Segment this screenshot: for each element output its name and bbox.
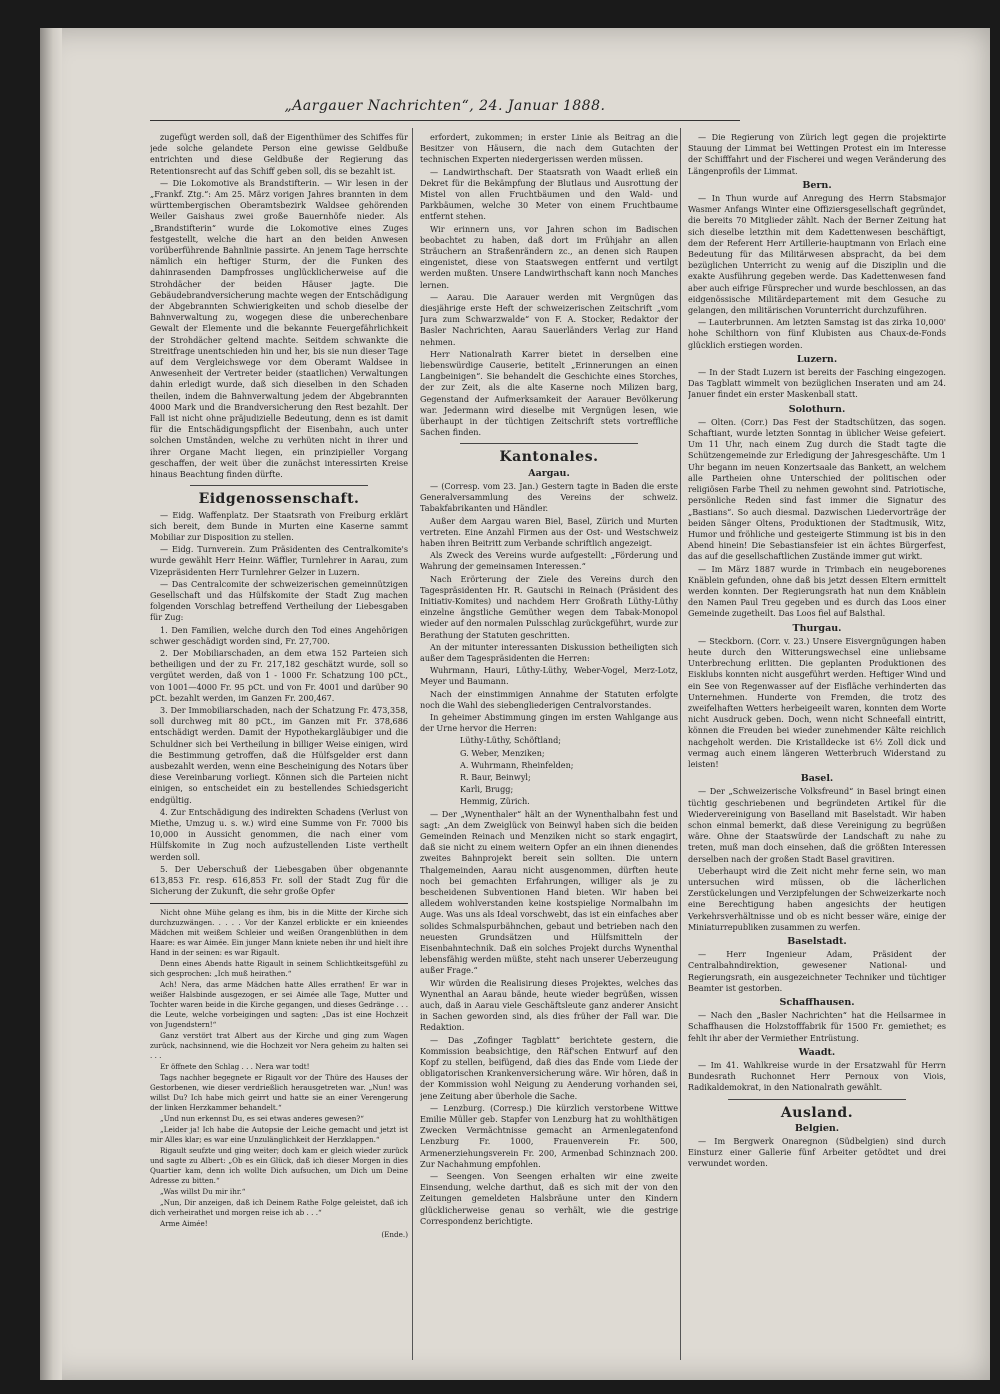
section-divider — [190, 485, 368, 486]
feuilleton-paragraph: Nicht ohne Mühe gelang es ihm, bis in die Mitte der Kirche sich durchzuzwängen. . . . . Vor der Kanzel erblickte er ein knieendes Mädchen mit weißem Schleier und weißen Orangenblüthen in dem Haare: es war Aimée. Ein junger Mann kniete neben ihr und hielt ihre Hand in der seinen: es war Rigault. — [150, 908, 408, 958]
article-paragraph: — Herr Ingenieur Adam, Präsident der Centralbahndirektion, gewesener National- und Regierungsrath, ein ausgezeichneter Techniker und tüchtiger Beamter ist gestorben. — [688, 949, 946, 993]
article-paragraph: Nach der einstimmigen Annahme der Statuten erfolgte noch die Wahl des siebengliederigen Centralvorstandes. — [420, 688, 678, 710]
feuilleton-paragraph: „Was willst Du mir ihr.“ — [160, 1187, 246, 1197]
article-paragraph: — Landwirthschaft. Der Staatsrath von Waadt erließ ein Dekret für die Bekämpfung der Blutlaus und Ausrottung der Mistel von allen Fruchtbäumen und den Wald- und Parkbäumen, welche 30 Meter von einem Fruchtbaume entfernt stehen. — [420, 166, 678, 222]
page-edge-shadow — [40, 28, 62, 1380]
column-rule-2 — [680, 128, 681, 1360]
article-paragraph: — Die Lokomotive als Brandstifterin. — Wir lesen in der „Frankf. Ztg.“: Am 25. März vorigen Jahres brannten in dem württembergischen Oberamtsbezirk Waldsee gehörenden Weiler Gaishaus zwei große Bauernhöfe nieder. Als „Brandstifterin“ wurde die Lokomotive eines Zuges festgestellt, welche die hart an den beiden Anwesen vorüberführende Bahnlinie passirte. An jenem Tage herrschte nämlich ein heftiger Sturm, der die Funken des dahinrasenden Dampfrosses unglücklicherweise auf die Strohdächer der beiden Häuser jagte. Die Gebäudebrandversicherung machte wegen der Entschädigung der Abgebrannten Schwierigkeiten und schob dieselbe der Bahnverwaltung zu, wogegen diese die unberechenbare Gewalt der Elemente und die bekannte Feuergefährlichkeit der Strohdächer geltend machte. Seitdem schwankte die Streitfrage unentschieden hin und her, bis sie nun dieser Tage auf dem Vergleichswege vor dem Oberamt Waldsee in Anwesenheit der Vertreter beider (staatlichen) Verwaltungen dahin erledigt wurde, daß sich dieselben in den Schaden theilen, indem die Bahnverwaltung jedem der Abgebrannten 4000 Mark und die Brandversicherung den Rest bezahlt. Der Fall ist nicht ohne präjudizielle Bedeutung, denn es ist damit für die Entschädigungspflicht der Eisenbahn, auch unter solchen Umständen, welche zu verhüten nicht in ihrer und ihrer Organe Macht liegen, ein prinzipieller Vorgang geschaffen, der weit über die zunächst interessirten Kreise hinaus Beachtung finden dürfte. — [150, 177, 408, 480]
subsection-heading: Schaffhausen. — [779, 997, 855, 1009]
article-paragraph: — Im Bergwerk Onaregnon (Südbelgien) sind durch Einsturz einer Gallerie fünf Arbeiter getödtet und drei verwundet worden. — [688, 1136, 946, 1169]
section-heading: Ausland. — [780, 1104, 854, 1121]
feuilleton-paragraph: „Nun, Dir anzeigen, daß ich Deinem Rathe Folge geleistet, daß ich dich verheirathet und morgen reise ich ab . . .“ — [150, 1198, 408, 1218]
article-paragraph: Nach Erörterung der Ziele des Vereins durch den Tagespräsidenten Hr. R. Gautschi in Reinach (Präsident des Initiativ-Komites) und nachdem Herr Großrath Lüthy-Lüthy einzelne ängstliche Gemüther wegen dem Tabak-Monopol wieder auf den normalen Pulsschlag zurückgeführt, wurde zur Berathung der Statuten geschritten. — [420, 573, 678, 640]
section-heading: Eidgenossenschaft. — [198, 491, 360, 508]
article-paragraph: — Seengen. Von Seengen erhalten wir eine zweite Einsendung, welche darthut, daß es sich mit der von den Zeitungen gemeldeten Halsbräune unter den Kindern glücklicherweise genau so verhält, wie die gestrige Correspondenz berichtigte. — [420, 1171, 678, 1226]
name-list-item: G. Weber, Menziken; — [460, 747, 545, 758]
feuilleton-paragraph: Ach! Nera, das arme Mädchen hatte Alles errathen! Er war in weißer Halsbinde ausgezogen, er sei Aimée alle Tage, Mutter und Tochter waren beide in die Kirche gegangen, und dieses Gedränge . . . die Leute, welche vorbeigingen und sagten: „Das ist eine Hochzeit von Jugendstern!“ — [150, 980, 408, 1030]
article-paragraph: — Im März 1887 wurde in Trimbach ein neugeborenes Knäblein gefunden, ohne daß bis jetzt dessen Eltern ermittelt werden konnten. Der Regierungsrath hat nun dem Knäblein den Namen Paul Treu gegeben und es durch das Loos einer Gemeinde zugetheilt. Das Loos fiel auf Balsthal. — [688, 563, 946, 619]
article-paragraph: — Eidg. Turnverein. Zum Präsidenten des Centralkomite's wurde gewählt Herr Heinr. Wäffler, Turnlehrer in Aarau, zum Vizepräsidenten Herr Turnlehrer Gelzer in Luzern. — [150, 544, 408, 577]
feuilleton-paragraph: „Und nun erkennst Du, es sei etwas anderes gewesen?“ — [160, 1114, 364, 1124]
article-paragraph: Als Zweck des Vereins wurde aufgestellt: „Förderung und Wahrung der gemeinsamen Interessen.“ — [420, 550, 678, 572]
feuilleton-paragraph: Ganz verstört trat Albert aus der Kirche und ging zum Wagen zurück, nachsinnend, wie die Hochzeit vor Nera geheim zu halten sei . . . — [150, 1031, 408, 1061]
column-1 — [150, 132, 408, 1362]
article-paragraph: erfordert, zukommen; in erster Linie als Beitrag an die Besitzer von Häusern, die nach dem Gutachten der technischen Experten niedergerissen werden müssen. — [420, 132, 678, 165]
article-paragraph: — Aarau. Die Aarauer werden mit Vergnügen das diesjährige erste Heft der schweizerischen Zeitschrift „vom Jura zum Schwarzwalde“ von F. A. Stocker, Redaktor der Basler Nachrichten, Aarau Sauerländers Verlag zur Hand nehmen. — [420, 291, 678, 347]
article-paragraph: — Das Centralcomite der schweizerischen gemeinnützigen Gesellschaft und das Hülfskomite der Stadt Zug machen folgenden Vorschlag betreffend Vertheilung der Liebesgaben für Zug: — [150, 578, 408, 623]
subsection-heading: Baselstadt. — [787, 936, 847, 948]
name-list-item: R. Baur, Beinwyl; — [460, 771, 531, 782]
subsection-heading: Thurgau. — [792, 622, 842, 634]
feuilleton-end: (Ende.) — [381, 1230, 408, 1240]
article-paragraph: Herr Nationalrath Karrer bietet in derselben eine liebenswürdige Causerie, betitelt „Erinnerungen an einen Langbeinigen“. Sie behandelt die Geschichte eines Storches, der zur Zeit, als die alte Kaserne noch Milizen barg, Gegenstand der Aufmerksamkeit der Aarauer Bevölkerung war. Jedermann wird dieselbe mit Vergnügen lesen, wie überhaupt in der tüchtigen Zeitschrift stets vortreffliche Sachen finden. — [420, 348, 678, 438]
article-paragraph: An der mitunter interessanten Diskussion betheiligten sich außer dem Tagespräsidenten die Herren: — [420, 641, 678, 663]
article-paragraph: 2. Der Mobiliarschaden, an dem etwa 152 Parteien sich betheiligen und der zu Fr. 217,182 geschätzt wurde, soll so vergütet werden, daß von 1 - 1000 Fr. Schatzung 100 pCt., von 1001—4000 Fr. 95 pCt. und von Fr. 4001 und darüber 90 pCt. bezahlt werden, im Ganzen Fr. 200,467. — [150, 647, 408, 703]
article-paragraph: — Olten. (Corr.) Das Fest der Stadtschützen, das sogen. Schaftiant, wurde letzten Sonntag in üblicher Weise gefeiert. Um 11 Uhr, nach einem Zug durch die Stadt tagte die Schützengemeinde zur Erledigung der Jahresgeschäfte. Um 1 Uhr begann im neuen Konzertsaale das Bankett, an welchem alle Partheien ohne Unterschied der politischen oder religiösen Farbe Theil zu nehmen gewohnt sind. Patriotische, persönliche Reden sind fast immer die Signatur des „Bastians“. So auch diesmal. Dazwischen Liedervorträge der beiden Sänger Oltens, Produktionen der Stadtmusik, Witz, Humor und fröhliche und gesteigerte Stimmung ist bis in den Abend hinein! Die Sebastiansfeier ist ein ächtes Bürgerfest, das auf die gesellschaftlichen Zustände immer gut wirkt. — [688, 416, 946, 562]
feuilleton-paragraph: Arme Aimée! — [160, 1219, 208, 1229]
subsection-heading: Bern. — [802, 179, 832, 191]
article-paragraph: 3. Der Immobiliarschaden, nach der Schatzung Fr. 473,358, soll durchweg mit 80 pCt., im Ganzen mit Fr. 378,686 entschädigt werden. Damit der Hypothekargläubiger und die Schuldner sich bei Vertheilung in billiger Weise einigen, wird die Bestimmung getroffen, daß die Hülfsgelder erst dann ausbezahlt werden, wenn eine Bescheinigung des Notars über diese Vereinbarung vorliegt. Können sich die Parteien nicht einigen, so entscheidet ein zu bestellendes Schiedsgericht endgültig. — [150, 704, 408, 805]
name-list-item: Hemmig, Zürich. — [460, 796, 530, 807]
article-paragraph: — Das „Zofinger Tagblatt“ berichtete gestern, die Kommission beabsichtige, den Räf'schen Entwurf auf den Kopf zu stellen, beifügend, daß dies das Ende vom Liede der obligatorischen Krankenversicherung wäre. Wir hören, daß in der Kommission wohl Neigung zu Aenderung vorhanden sei, jene Zeitung aber überhole die Sache. — [420, 1034, 678, 1101]
article-paragraph: In geheimer Abstimmung gingen im ersten Wahlgange aus der Urne hervor die Herren: — [420, 711, 678, 734]
feuilleton-paragraph: Er öffnete den Schlag . . . Nera war todt! — [160, 1062, 310, 1072]
article-paragraph: — Nach den „Basler Nachrichten“ hat die Heilsarmee in Schaffhausen die Holzstofffabrik für 1500 Fr. gemiethet; es fehlt ihr aber der Vermiether Entrüstung. — [688, 1010, 946, 1043]
article-paragraph: 5. Der Ueberschuß der Liebesgaben über obgenannte 613,853 Fr. resp. 616,853 Fr. soll der Stadt Zug für die Sicherung der Zukunft, die sehr große Opfer — [150, 863, 408, 897]
masthead — [150, 98, 740, 121]
section-divider — [728, 1099, 906, 1100]
article-paragraph: — Der „Wynenthaler“ hält an der Wynenthalbahn fest und sagt: „An dem Zweiglück von Beinwyl haben sich die beiden Gemeinden Reinach und Menziken nicht so stark engagirt, daß sie nicht zu einem weitern Opfer an ein ihnen dienendes zweites Bahnprojekt bereit sein sollten. Die untern Thalgemeinden, Aarau nicht ausgenommen, dürften heute noch bei gemachten Erfahrungen, williger als je zu bescheidenen Subventionen Hand bieten. Wir haben bei alledem wohlverstanden keine kostspielige Normalbahn im Auge. Was uns als Ideal vorschwebt, das ist ein einfaches aber solides Schmalspurbähnchen, gebaut und betrieben nach den neuesten Grundsätzen und Hülfsmitteln der Eisenbahntechnik. Daß ein solches Projekt durchs Wynenthal lebensfähig werden müßte, steht nach unserer Ueberzeugung außer Frage.“ — [420, 808, 678, 976]
subsection-heading: Waadt. — [798, 1046, 836, 1058]
name-list-item: Lüthy-Lüthy, Schöftland; — [460, 735, 562, 746]
feuilleton-paragraph: Rigault seufzte und ging weiter; doch kam er gleich wieder zurück und sagte zu Albert: „Ob es ein Glück, daß ich dieser Morgen in dies Quartier kam, denn ich wollte Dich aufsuchen, um Dich um Deine Adresse zu bitten.“ — [150, 1146, 408, 1186]
article-paragraph: — Lauterbrunnen. Am letzten Samstag ist das zirka 10,000' hohe Schilthorn von fünf Klubisten aus Chaux-de-Fonds glücklich erstiegen worden. — [688, 317, 946, 350]
subsection-heading: Basel. — [800, 773, 834, 785]
feuilleton-paragraph: Tags nachher begegnete er Rigault vor der Thüre des Hauses der Gestorbenen, wie dieser verdrießlich herausgetreten war. „Nun! was willst Du? Ich habe mich geirrt und hatte sie an einer Verengerung der linken Herzkammer behandelt.“ — [150, 1073, 408, 1113]
section-heading: Kantonales. — [499, 449, 599, 466]
article-paragraph: — Steckborn. (Corr. v. 23.) Unsere Eisvergnügungen haben heute durch den Witterungswechsel eine unliebsame Unterbrechung erlitten. Die geplanten Produktionen des Eisklubs konnten nicht ausgeführt werden. Heftiger Wind und ein See von Regenwasser auf der Eisfläche verhinderten das Unternehmen. Hunderte von Fremden, die trotz des zweifelhaften Wetters herbeigeeilt waren, konnten dem Worte nicht Ausdruck geben. Doch, wenn nicht Schneefall eintritt, können die Freuden bei wieder zunehmender Kälte reichlich nachgeholt werden. Die Kristalldecke ist 6½ Zoll dick und vermag auch einem längeren Wetterbruch Widerstand zu leisten! — [688, 635, 946, 769]
subsection-heading: Aargau. — [528, 467, 570, 479]
article-paragraph: — Eidg. Waffenplatz. Der Staatsrath von Freiburg erklärt sich bereit, dem Bunde in Murten eine Kaserne sammt Mobiliar zur Disposition zu stellen. — [150, 509, 408, 542]
feuilleton-paragraph: „Leider ja! Ich habe die Autopsie der Leiche gemacht und jetzt ist mir Alles klar; es war eine Unzulänglichkeit der Herzklappen.“ — [150, 1125, 408, 1145]
column-rule-1 — [412, 128, 413, 1360]
feuilleton — [150, 903, 408, 1240]
article-paragraph: — Lenzburg. (Corresp.) Die kürzlich verstorbene Wittwe Emilie Müller geb. Stapfer von Lenzburg hat zu wohlthätigen Zwecken Vermächtnisse gemacht an Armenlegatenfond Lenzburg Fr. 1000, Frauenverein Fr. 500, Armenerziehungsverein Fr. 200, Armenbad Schinznach 200. Zur Nachahmung empfohlen. — [420, 1102, 678, 1169]
article-paragraph: Wir würden die Realisirung dieses Projektes, welches das Wynenthal an Aarau bände, heute wieder begrüßen, wissen auch, daß in Aarau viele Geschäftsleute ganz anderer Ansicht in Sachen geworden sind, als dies früher der Fall war. Die Redaktion. — [420, 977, 678, 1033]
article-paragraph: 4. Zur Entschädigung des indirekten Schadens (Verlust von Miethe, Umzug u. s. w.) wird eine Summe von Fr. 7000 bis 10,000 in Aussicht genommen, die nach einer vom Hülfskomite in Zug noch aufzustellenden Liste vertheilt werden soll. — [150, 806, 408, 862]
article-paragraph: zugefügt werden soll, daß der Eigenthümer des Schiffes für jede solche gelandete Person eine gewisse Geldbuße entrichten und diese Geldbuße der Regierung das Retentionsrecht auf das Schiff geben soll, dis se bezahlt ist. — [150, 132, 408, 176]
article-paragraph: 1. Den Familien, welche durch den Tod eines Angehörigen schwer geschädigt worden sind, Fr. 27,700. — [150, 624, 408, 646]
name-list-item: A. Wuhrmann, Rheinfelden; — [460, 759, 574, 770]
name-list-item: Karli, Brugg; — [460, 784, 514, 795]
article-paragraph: Wuhrmann, Hauri, Lüthy-Lüthy, Weber-Vogel, Merz-Lotz, Meyer und Baumann. — [420, 665, 678, 687]
subsection-heading: Solothurn. — [788, 403, 846, 415]
newspaper-page — [40, 28, 990, 1380]
article-paragraph: Wir erinnern uns, vor Jahren schon im Badischen beobachtet zu haben, daß dort im Frühjahr an allen Sträuchern an Straßenrändern zc., an denen sich Raupen eingenistet, diese von Staatswegen entfernt und vertilgt werden mußten. Unsere Landwirthschaft kann noch Manches lernen. — [420, 223, 678, 290]
article-paragraph: — Im 41. Wahlkreise wurde in der Ersatzwahl für Herrn Bundesrath Ruchonnet Herr Pernoux von Viois, Radikaldemokrat, in den Nationalrath gewählt. — [688, 1060, 946, 1093]
section-divider — [460, 443, 638, 444]
article-paragraph: — (Corresp. vom 23. Jan.) Gestern tagte in Baden die erste Generalversammlung des Vereins der schweiz. Tabakfabrikanten und Händler. — [420, 480, 678, 514]
subsection-heading: Luzern. — [796, 353, 838, 365]
subsection-heading: Belgien. — [794, 1122, 840, 1134]
article-paragraph: — In Thun wurde auf Anregung des Herrn Stabsmajor Wasmer Anfangs Winter eine Offiziersgesellschaft gegründet, die bereits 70 Mitglieder zählt. Nach der Berner Zeitung hat sich dieselbe letzthin mit dem Kadettenwesen beschäftigt, dem der Referent Herr Artillerie-hauptmann von Erlach eine Bedeutung für das Militärwesen abspracht, da bei dem bezüglichen Unterricht zu wenig auf die Disziplin und die exakte Ausführung gegeben werde. Das Kadettenwesen fand aber auch eifrige Fürsprecher und wurde beschlossen, an das eidgenössische Militärdepartement mit dem Gesuche zu gelangen, den militärischen Vorunterricht durchzuführen. — [688, 193, 946, 316]
masthead-title: „Aargauer Nachrichten“, 24. Januar 1888. — [284, 98, 606, 114]
article-paragraph: — Die Regierung von Zürich legt gegen die projektirte Stauung der Limmat bei Wettingen Protest ein im Interesse der Schifffahrt und der Fischerei und wegen Veränderung des Längenprofils der Limmat. — [688, 132, 946, 176]
article-paragraph: — In der Stadt Luzern ist bereits der Fasching eingezogen. Das Tagblatt wimmelt von bezüglichen Inseraten und am 24. Januer findet ein erster Maskenball statt. — [688, 367, 946, 400]
article-paragraph: Ueberhaupt wird die Zeit nicht mehr ferne sein, wo man untersuchen wird müssen, ob die lächerlichen Zerstückelungen und Verzipfelungen der Schweizerkarte noch eine Berechtigung haben angesichts der heutigen Verkehrsverhältnisse und ob es nicht besser wäre, einige der Miniaturrepubliken zusammen zu werfen. — [688, 865, 946, 932]
feuilleton-paragraph: Denn eines Abends hatte Rigault in seinem Schlichtkeitsgefühl zu sich gesprochen: „Ich muß heirathen.“ — [150, 959, 408, 979]
article-paragraph: — Der „Schweizerische Volksfreund“ in Basel bringt einen tüchtig geschriebenen und begründeten Artikel für die Wiedervereinigung von Baselland mit Baselstadt. Wir haben schon einmal bemerkt, daß diese Vereinigung zu begrüßen wäre. Ohne der Staatswürde der Landschaft zu nahe zu treten, muß man doch einsehen, daß die größten Interessen derselben nach der großen Stadt Basel gravitiren. — [688, 786, 946, 864]
column-3 — [688, 132, 946, 1362]
article-paragraph: Außer dem Aargau waren Biel, Basel, Zürich und Murten vertreten. Eine Anzahl Firmen aus der Ost- und Westschweiz haben ihren Beitritt zum Verbande schriftlich angezeigt. — [420, 515, 678, 548]
column-2 — [420, 132, 678, 1362]
